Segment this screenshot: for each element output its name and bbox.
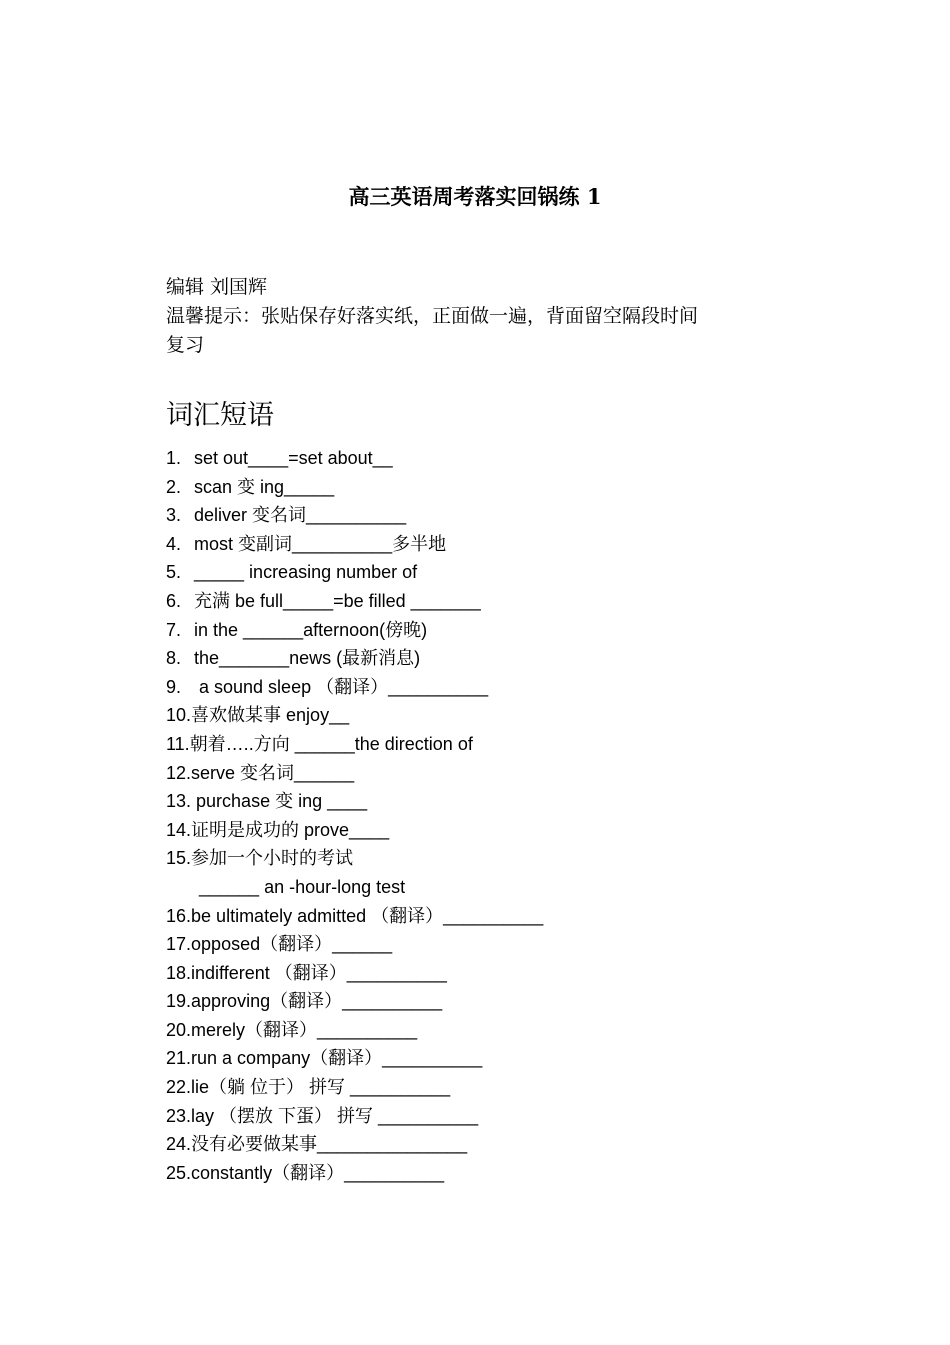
list-item [166,959,806,988]
item-text: merely（翻译）__________ [191,1019,418,1040]
item-text: in the ______afternoon(傍晚) [194,619,428,640]
item-text: 没有必要做某事_______________ [191,1134,468,1155]
item-number: 22. [166,1077,192,1098]
item-text: deliver 变名词__________ [194,505,407,526]
item-number: 6. [166,590,182,611]
list-item [166,444,806,473]
item-number: 3. [166,505,182,526]
list-item [166,787,806,816]
list-item [166,587,806,616]
list-item [166,673,806,702]
section-heading: 词汇短语 [166,400,274,431]
item-number: 14. [166,819,192,840]
item-text: 充满 be full_____=be filled _______ [194,590,481,611]
item-number: 12. [166,762,192,783]
item-text: ______ an -hour-long test [194,876,406,897]
list-item [166,1159,806,1188]
list-item [166,1130,806,1159]
list-item [166,1044,806,1073]
item-text: opposed（翻译）______ [191,934,393,955]
item-number: 17. [166,934,192,955]
list-item [166,987,806,1016]
tip-line-continued: 复习 [166,334,205,356]
item-text: a sound sleep （翻译）__________ [194,676,489,697]
item-text: most 变副词__________多半地 [194,533,447,554]
list-item [166,558,806,587]
editor-line: 编辑 刘国辉 [166,276,268,298]
list-item [166,816,806,845]
item-text: 朝着…..方向 ______the direction of [189,733,473,754]
item-number: 19. [166,991,192,1012]
item-number: 5. [166,562,182,583]
item-text: lay （摆放 下蛋） 拼写 __________ [191,1105,479,1126]
list-item [166,644,806,673]
page-title: 高三英语周考落实回锅练 1 [348,184,602,209]
list-item [166,530,806,559]
list-item [166,844,806,873]
list-item [166,930,806,959]
item-text: run a company（翻译）__________ [191,1048,483,1069]
item-number: 1. [166,448,182,468]
item-number: 10. [166,705,192,726]
item-number: 13. [166,791,192,812]
item-text: 参加一个小时的考试 [191,848,354,869]
list-item [166,501,806,530]
list-item [166,873,806,902]
list-item [166,473,806,502]
item-text: set out____=set about__ [194,448,393,468]
list-item [166,730,806,759]
item-text: serve 变名词______ [191,762,355,783]
list-item [166,701,806,730]
document-meta [166,273,796,360]
item-number: 11. [166,733,190,754]
item-number: 23. [166,1105,192,1126]
item-text: indifferent （翻译）__________ [191,962,447,983]
list-item [166,616,806,645]
list-item [166,1102,806,1131]
list-item [166,1073,806,1102]
item-text: lie（躺 位于） 拼写 __________ [191,1077,451,1098]
item-number: 24. [166,1134,192,1155]
vocab-list [166,444,806,1187]
item-text: _____ increasing number of [194,562,418,583]
item-number: 2. [166,476,182,497]
item-number: 25. [166,1162,192,1183]
item-number: 18. [166,962,192,983]
item-text: scan 变 ing_____ [194,476,335,497]
item-number: 9. [166,676,182,697]
item-number: 7. [166,619,182,640]
item-number: 4. [166,533,182,554]
list-item [166,759,806,788]
item-text: the_______news (最新消息) [194,648,421,669]
list-item [166,1016,806,1045]
item-text: be ultimately admitted （翻译）__________ [191,905,544,926]
item-number: 15. [166,848,192,869]
item-text: 证明是成功的 prove____ [191,819,390,840]
item-number: 16. [166,905,192,926]
item-text: 喜欢做某事 enjoy__ [191,705,350,726]
item-text: purchase 变 ing ____ [191,791,368,812]
item-number: 20. [166,1019,192,1040]
item-text: approving（翻译）__________ [191,991,443,1012]
list-item [166,902,806,931]
item-text: constantly（翻译）__________ [191,1162,445,1183]
tip-line: 温馨提示：张贴保存好落实纸，正面做一遍，背面留空隔段时间 [166,305,699,327]
item-number: 8. [166,648,182,669]
item-number: 21. [166,1048,192,1069]
